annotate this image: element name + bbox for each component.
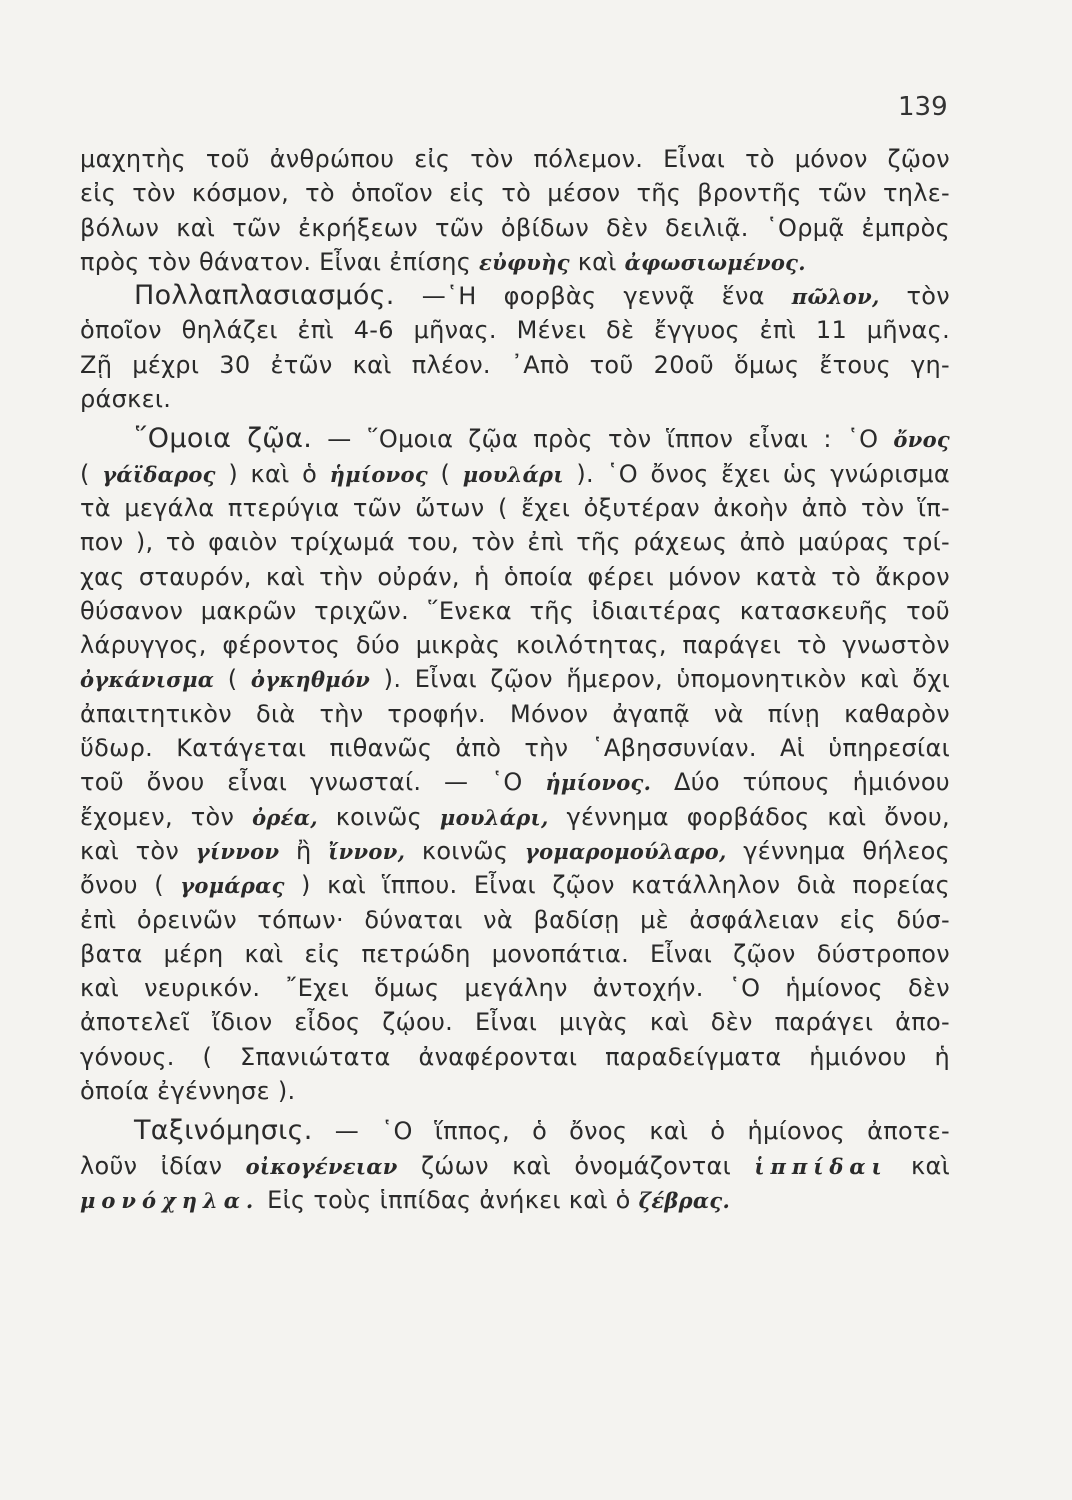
text-span: ἐπὶ ὀρεινῶν τόπων· δύναται νὰ βαδίσῃ μὲ ἀσφάλειαν εἰς δύσ- (80, 905, 950, 934)
text-span: λοῦν ἰδίαν (80, 1151, 246, 1180)
text-span: ( (214, 665, 251, 694)
text-span: κοινῶς (317, 802, 440, 831)
emphasized-term: μουλάρι (462, 461, 564, 487)
text-span: ὁποῖον θηλάζει ἐπὶ 4-6 μῆνας. Μένει δὲ ἔγγυος ἐπὶ 11 μῆνας. (80, 316, 950, 345)
text-line (80, 560, 950, 594)
emphasized-term: γίννον (195, 838, 280, 864)
page-number: 139 (898, 92, 948, 122)
text-line (80, 457, 950, 491)
text-span: ἔχομεν, τὸν (80, 802, 253, 831)
text-span: — ῾Ο ἵππος, ὁ ὄνος καὶ ὁ ἡμίονος ἀποτε- (312, 1117, 950, 1146)
text-line (80, 525, 950, 559)
text-span: καὶ νευρικόν. ῎Εχει ὅμως μεγάλην ἀντοχήν. ῾Ο ἡμίονος δὲν (80, 974, 950, 1003)
text-line (80, 1074, 950, 1108)
text-line (80, 868, 950, 902)
text-span: —῾Η φορβὰς γεννᾷ ἕνα (394, 282, 792, 311)
text-span: μαχητὴς τοῦ ἀνθρώπου εἰς τὸν πόλεμον. Εἶναι τὸ μόνον ζῷον (80, 145, 950, 173)
text-line (80, 348, 950, 382)
emphasized-term: γάϊδαρος (102, 461, 216, 487)
text-line (80, 491, 950, 525)
emphasized-term: ὀγκάνισμα (80, 667, 215, 693)
section-heading: ῞Ομοια ζῷα. (134, 423, 313, 455)
emphasized-term: οἰκογένειαν (245, 1153, 398, 1179)
text-span: βόλων καὶ τῶν ἐκρήξεων τῶν ὀβίδων δὲν δειλιᾷ. ῾Ορμᾷ ἐμπρὸς (80, 213, 950, 242)
text-span: ράσκει. (80, 385, 172, 414)
text-line (80, 971, 950, 1005)
emphasized-term: ὀρέα, (252, 804, 318, 830)
text-span: καὶ (569, 247, 625, 276)
text-span: ὁποία ἐγέννησε ). (80, 1077, 296, 1106)
emphasized-term: ἀφωσιωμένος. (624, 249, 806, 275)
emphasized-term: μονόχηλα. (80, 1187, 260, 1213)
text-line (80, 834, 950, 868)
text-span: ) καὶ ἵππου. Εἶναι ζῷον κατάλληλον διὰ πορείας (284, 871, 950, 900)
emphasized-term: ἡμίονος (329, 461, 428, 487)
text-span: τὸν (879, 282, 950, 311)
emphasized-term: ὀγκηθμόν (250, 667, 371, 693)
section-heading: Πολλαπλασιασμός. (134, 280, 395, 312)
text-span: γέννημα φορβάδος καὶ ὄνου, (548, 802, 950, 831)
text-span: κοινῶς (405, 836, 525, 865)
text-line (80, 1183, 950, 1217)
text-span: Δύο τύπους ἡμιόνου (651, 768, 950, 797)
text-line (80, 594, 950, 628)
text-line (80, 731, 950, 765)
text-line (80, 1149, 950, 1183)
text-span: λάρυγγος, φέροντος δύο μικρὰς κοιλότητας, παράγει τὸ γνωστὸν (80, 631, 950, 660)
emphasized-term: γομαρομούλαρο, (524, 838, 727, 864)
text-span: ζώων καὶ ὀνομάζονται (397, 1151, 755, 1180)
text-span: Ζῇ μέχρι 30 ἐτῶν καὶ πλέον. ᾿Απὸ τοῦ 20οῦ ὅμως ἔτους γη- (80, 350, 950, 379)
text-span: πον ), τὸ φαιὸν τρίχωμά του, τὸν ἐπὶ τῆς ράχεως ἀπὸ μαύρας τρί- (80, 528, 950, 557)
text-line (80, 937, 950, 971)
emphasized-term: μουλάρι, (439, 804, 549, 830)
emphasized-term: ἱππίδαι (754, 1153, 888, 1179)
text-line (80, 142, 950, 176)
text-line (80, 800, 950, 834)
text-line (80, 382, 950, 416)
text-span: γόνους. ( Σπανιώτατα ἀναφέρονται παραδείγματα ἡμιόνου ἡ (80, 1042, 950, 1071)
text-span: ἀπαιτητικὸν διὰ τὴν τροφήν. Μόνον ἀγαπᾷ νὰ πίνῃ καθαρὸν (80, 699, 950, 728)
text-span: ( (427, 459, 463, 488)
text-span: καὶ τὸν (80, 836, 196, 865)
emphasized-term: ζέβρας. (638, 1187, 731, 1213)
text-span: — ῞Ομοια ζῷα πρὸς τὸν ἵππον εἶναι : ῾Ο (312, 425, 894, 454)
text-span: γέννημα θήλεος (726, 836, 950, 865)
text-span: ἀποτελεῖ ἴδιον εἶδος ζῴου. Εἶναι μιγὰς καὶ δὲν παράγει ἀπο- (80, 1008, 950, 1037)
text-span: ὕδωρ. Κατάγεται πιθανῶς ἀπὸ τὴν ῾Αβησσυνίαν. Αἱ ὑπηρεσίαι (80, 734, 950, 763)
text-span: θύσανον μακρῶν τριχῶν. ῞Ενεκα τῆς ἰδιαιτέρας κατασκευῆς τοῦ (80, 596, 950, 625)
text-line (80, 1040, 950, 1074)
text-line (80, 1114, 950, 1148)
text-span: ). Εἶναι ζῷον ἥμερον, ὑπομονητικὸν καὶ ὄχι (370, 665, 950, 694)
text-line (80, 279, 950, 313)
text-line (80, 176, 950, 210)
text-span: ( (80, 459, 103, 488)
text-line (80, 697, 950, 731)
emphasized-term: πῶλον, (791, 284, 880, 310)
emphasized-term: ὄνος (893, 427, 950, 453)
text-span: βατα μέρη καὶ εἰς πετρώδη μονοπάτια. Εἶναι ζῷον δύστροπον (80, 939, 950, 968)
text-span: καὶ (887, 1151, 950, 1180)
text-span: Εἰς τοὺς ἱππίδας ἀνήκει καὶ ὁ (259, 1185, 639, 1214)
emphasized-term: ἡμίονος. (545, 770, 652, 796)
text-line (80, 245, 950, 279)
emphasized-term: εὐφυὴς (479, 249, 570, 275)
text-line (80, 422, 950, 456)
text-span: τοῦ ὄνου εἶναι γνωσταί. — ῾Ο (80, 768, 546, 797)
text-span: ) καὶ ὁ (215, 459, 330, 488)
text-line (80, 662, 950, 696)
body-text (80, 142, 950, 1217)
emphasized-term: ἴννον, (328, 838, 406, 864)
text-span: χας σταυρόν, καὶ τὴν οὐράν, ἡ ὁποία φέρει μόνον κατὰ τὸ ἄκρον (80, 562, 950, 591)
text-line (80, 628, 950, 662)
section-heading: Ταξινόμησις. (134, 1115, 313, 1147)
emphasized-term: γομάρας (180, 873, 285, 899)
text-line (80, 903, 950, 937)
text-line (80, 211, 950, 245)
text-span: εἰς τὸν κόσμον, τὸ ὁποῖον εἰς τὸ μέσον τῆς βροντῆς τῶν τηλε- (80, 179, 950, 208)
text-span: πρὸς τὸν θάνατον. Εἶναι ἐπίσης (80, 247, 480, 276)
text-line (80, 1005, 950, 1039)
text-span: ὄνου ( (80, 871, 181, 900)
text-line (80, 313, 950, 347)
text-line (80, 765, 950, 799)
text-span: τὰ μεγάλα πτερύγια τῶν ὤτων ( ἔχει ὀξυτέραν ἀκοὴν ἀπὸ τὸν ἵπ- (80, 493, 950, 522)
text-span: ). ῾Ο ὄνος ἔχει ὡς γνώρισμα (563, 459, 950, 488)
text-span: ἢ (279, 836, 329, 865)
